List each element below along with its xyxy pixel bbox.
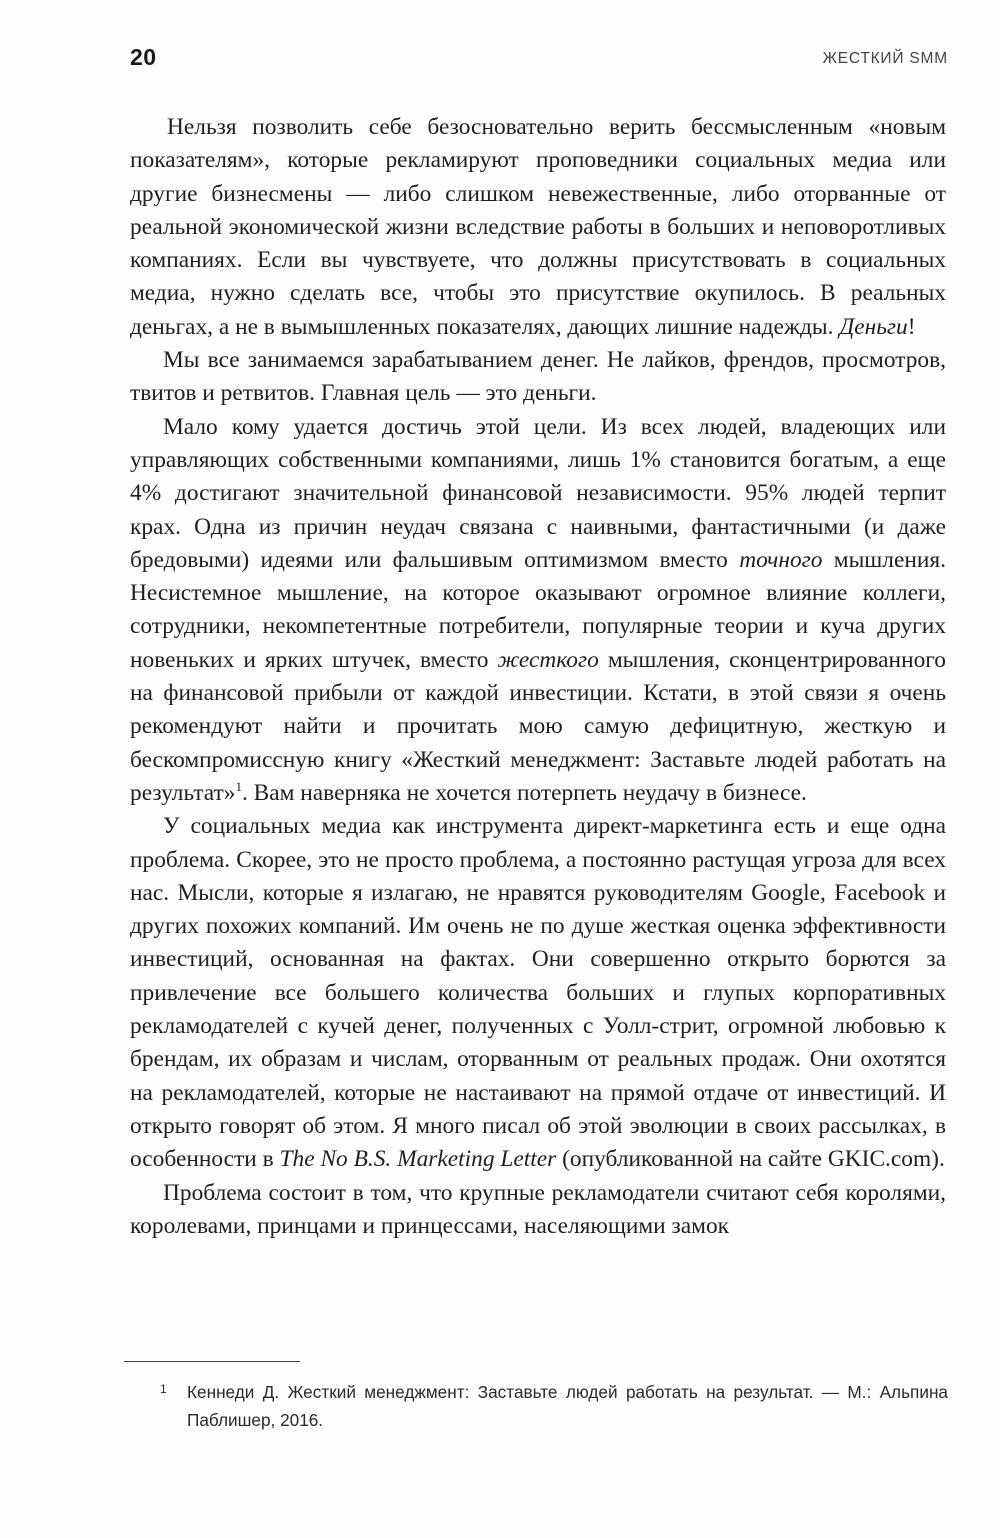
paragraph-4-text-a: У социальных медиа как инструмента директ-маркетинга есть и еще одна проблема. Скорее, это не просто проблема, а постоянно растущая угроза для всех нас. Мысли, которые я излагаю, не нравятся руководителям Google, Facebook и других похожих компаний. Им очень не по душе жесткая оценка эффективности инвестиций, основанная на фактах. Они совершенно открыто борются за привлечение все большего количества больших и глупых корпоративных рекламодателей с кучей денег, полученных с Уолл-стрит, огромной любовью к брендам, их образам и числам, оторванным от реальных продаж. Они охотятся на рекламодателей, которые не настаивают на прямой отдаче от инвестиций. И открыто говорят об этом. Я много писал об этой эволюции в своих рассылках, в особенности в: [130, 813, 946, 1173]
footnote-divider: [124, 1361, 300, 1362]
footnote-reference[interactable]: 1: [235, 779, 242, 795]
paragraph-3-emphasis-hard: жесткого: [497, 646, 599, 673]
paragraph-3-text-a: Мало кому удается достичь этой цели. Из всех людей, владеющих или управляющих собственными компаниями, лишь 1% становится богатым, а еще 4% достигают значительной финансовой независимости. 95% людей терпит крах. Одна из причин неудач связана с наивными, фантастичными (и даже бредовыми) идеями или фальшивым оптимизмом вместо: [130, 413, 946, 573]
paragraph-3-text-d: . Вам наверняка не хочется потерпеть неудачу в бизнесе.: [241, 779, 807, 806]
page-number: 20: [130, 44, 157, 70]
paragraph-1-end: !: [907, 313, 916, 340]
paragraph-3-emphasis-precise: точного: [739, 546, 823, 573]
paragraph-4-newsletter-title: The No B.S. Marketing Letter: [279, 1146, 557, 1173]
footnote-text: Кеннеди Д. Жесткий менеджмент: Заставьте людей работать на результат. — М.: Альпина Паблишер, 2016.: [187, 1382, 948, 1430]
paragraph-5: Проблема состоит в том, что крупные рекламодатели считают себя королями, королевами, принцами и принцессами, населяющими замок: [130, 1179, 946, 1239]
paragraph-1-text: Нельзя позволить себе безосновательно верить бессмысленным «новым показателям», которые рекламируют проповедники социальных медиа или другие бизнесмены — либо слишком невежественные, либо оторванные от реальной экономической жизни вследствие работы в больших и неповоротливых компаниях. Если вы чувствуете, что должны присутствовать в социальных медиа, нужно сделать все, чтобы это присутствие окупилось. В реальных деньгах, а не в вымышленных показателях, дающих лишние надежды.: [130, 114, 946, 340]
paragraph-3-text-b: мышления. Несистемное мышление, на которое оказывают огромное влияние коллеги, сотрудники, некомпетентные потребители, популярные теории и куча других новеньких и ярких штучек, вместо: [130, 546, 947, 673]
running-header: [130, 44, 948, 74]
paragraph-4: [130, 810, 946, 1176]
footnote: [130, 1378, 948, 1434]
paragraph-3-text-c: мышления, сконцентрированного на финансовой прибыли от каждой инвестиции. Кстати, в этой связи я очень рекомендуют найти и прочитать мою самую дефицитную, жесткую и бескомпромиссную книгу «Жесткий менеджмент: Заставьте людей работать на результат»: [130, 646, 946, 806]
paragraph-2: Мы все занимаемся зарабатыванием денег. Не лайков, френдов, просмотров, твитов и ретвитов. Главная цель — это деньги.: [130, 347, 946, 407]
running-book-title: ЖЕСТКИЙ SMM: [822, 50, 948, 67]
paragraph-1: [130, 111, 946, 344]
paragraph-3: [130, 411, 946, 811]
paragraph-1-emphasis: Деньги: [839, 313, 908, 340]
paragraph-4-text-b: (опубликованной на сайте GKIC.com).: [556, 1146, 945, 1173]
footnote-number: 1: [160, 1382, 167, 1396]
main-text: [130, 111, 946, 1243]
